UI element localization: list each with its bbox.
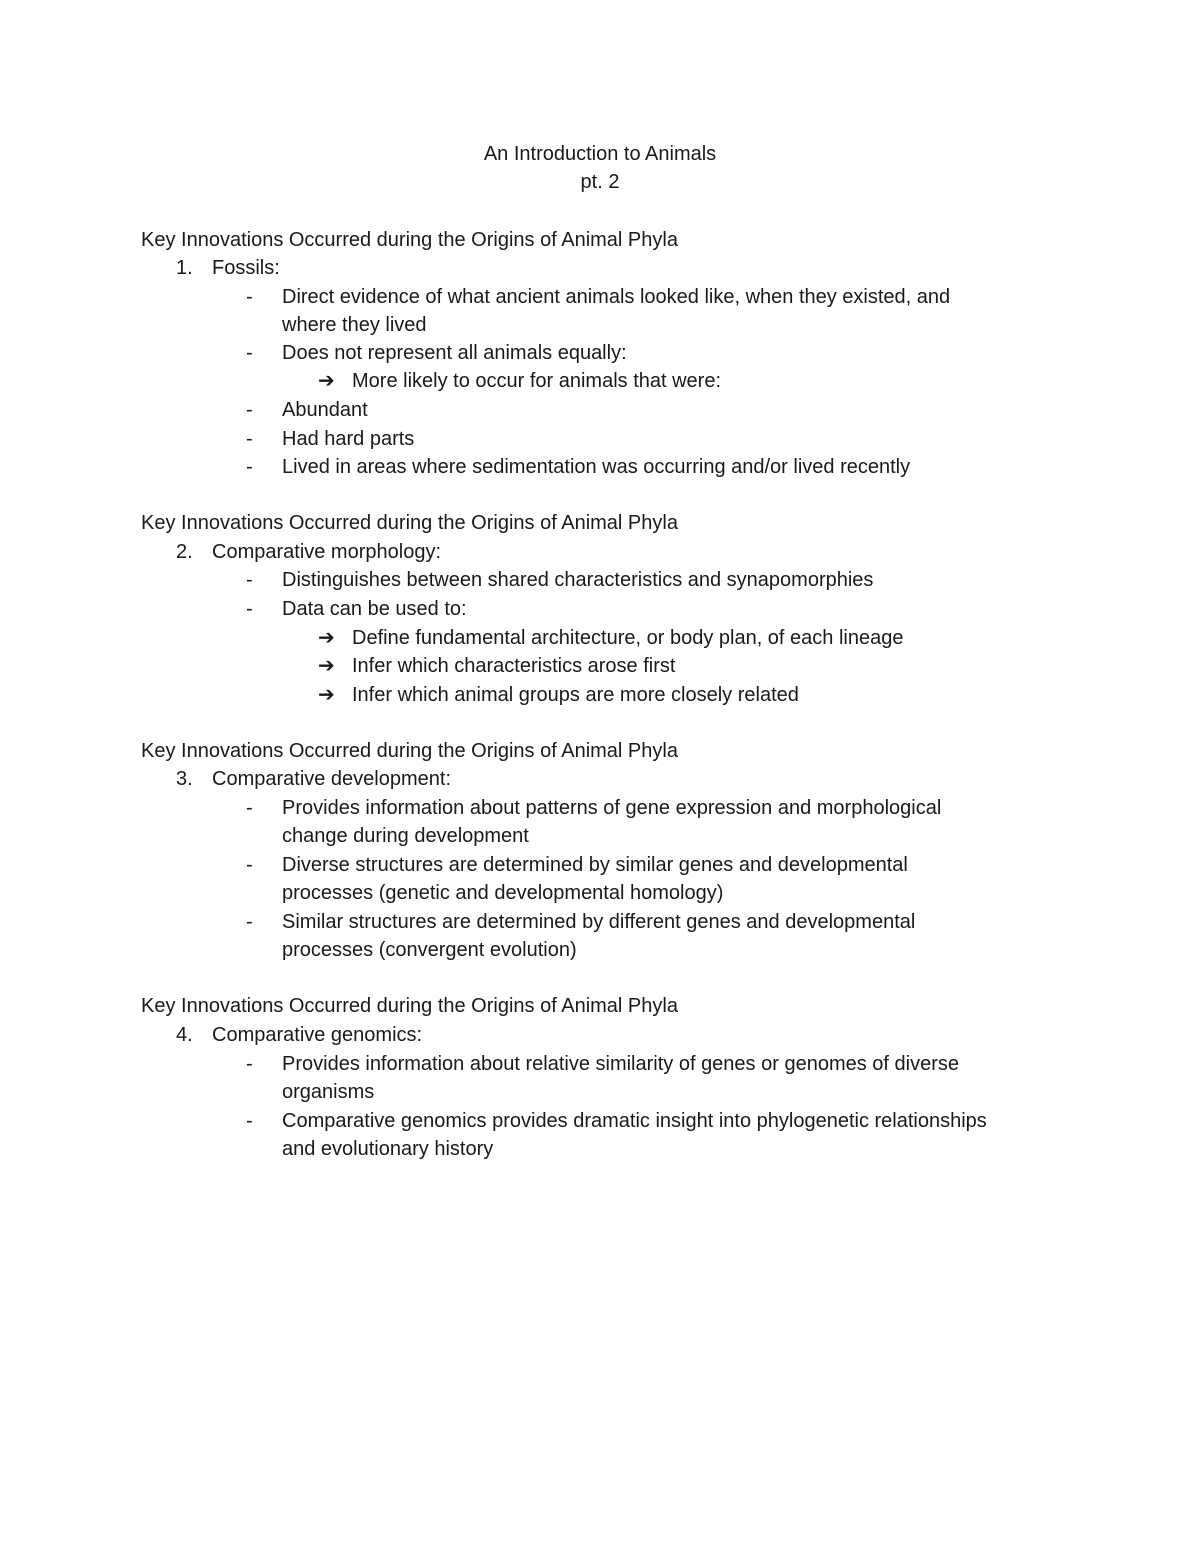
bullet-text: Diverse structures are determined by similar genes and developmental: [282, 854, 908, 876]
bullet-text: Abundant: [282, 399, 368, 421]
bullet-text: Had hard parts: [282, 428, 415, 450]
section-heading: Key Innovations Occurred during the Origins of Animal Phyla: [141, 740, 678, 762]
dash-bullet: -: [246, 456, 253, 478]
bullet-text-continuation: organisms: [282, 1081, 375, 1103]
dash-bullet: -: [246, 854, 253, 876]
bullet-text: Provides information about patterns of gene expression and morphological: [282, 797, 942, 819]
document-subtitle: pt. 2: [580, 171, 620, 193]
bullet-text: Data can be used to:: [282, 598, 467, 620]
bullet-text: Lived in areas where sedimentation was occurring and/or lived recently: [282, 456, 911, 478]
bullet-text: Distinguishes between shared characteristics and synapomorphies: [282, 569, 874, 591]
dash-bullet: -: [246, 342, 253, 364]
arrow-bullet-icon: ➔: [318, 684, 335, 706]
bullet-text: Provides information about relative similarity of genes or genomes of diverse: [282, 1053, 959, 1075]
document-title: An Introduction to Animals: [483, 143, 717, 165]
dash-bullet: -: [246, 399, 253, 421]
list-number: 2.: [176, 541, 193, 563]
dash-bullet: -: [246, 598, 253, 620]
dash-bullet: -: [246, 286, 253, 308]
list-topic: Fossils:: [212, 257, 280, 279]
list-topic: Comparative development:: [212, 768, 452, 790]
list-topic: Comparative genomics:: [212, 1024, 423, 1046]
bullet-text-continuation: and evolutionary history: [282, 1138, 494, 1160]
bullet-text-continuation: where they lived: [282, 314, 427, 336]
sub-bullet-text: More likely to occur for animals that were:: [352, 370, 722, 392]
dash-bullet: -: [246, 911, 253, 933]
sub-bullet-text: Infer which characteristics arose first: [352, 655, 676, 677]
section-heading: Key Innovations Occurred during the Origins of Animal Phyla: [141, 512, 678, 534]
bullet-text: Direct evidence of what ancient animals looked like, when they existed, and: [282, 286, 951, 308]
arrow-bullet-icon: ➔: [318, 370, 335, 392]
dash-bullet: -: [246, 428, 253, 450]
bullet-text: Similar structures are determined by different genes and developmental: [282, 911, 916, 933]
section-heading: Key Innovations Occurred during the Origins of Animal Phyla: [141, 229, 678, 251]
bullet-text: Comparative genomics provides dramatic insight into phylogenetic relationships: [282, 1110, 987, 1132]
list-number: 3.: [176, 768, 193, 790]
bullet-text-continuation: processes (genetic and developmental homology): [282, 882, 724, 904]
list-number: 1.: [176, 257, 193, 279]
dash-bullet: -: [246, 569, 253, 591]
bullet-text-continuation: processes (convergent evolution): [282, 939, 577, 961]
sub-bullet-text: Define fundamental architecture, or body plan, of each lineage: [352, 627, 904, 649]
section-heading: Key Innovations Occurred during the Origins of Animal Phyla: [141, 995, 678, 1017]
bullet-text-continuation: change during development: [282, 825, 529, 847]
bullet-text: Does not represent all animals equally:: [282, 342, 627, 364]
list-number: 4.: [176, 1024, 193, 1046]
sub-bullet-text: Infer which animal groups are more closely related: [352, 684, 799, 706]
arrow-bullet-icon: ➔: [318, 655, 335, 677]
dash-bullet: -: [246, 1053, 253, 1075]
dash-bullet: -: [246, 1110, 253, 1132]
arrow-bullet-icon: ➔: [318, 627, 335, 649]
dash-bullet: -: [246, 797, 253, 819]
list-topic: Comparative morphology:: [212, 541, 441, 563]
